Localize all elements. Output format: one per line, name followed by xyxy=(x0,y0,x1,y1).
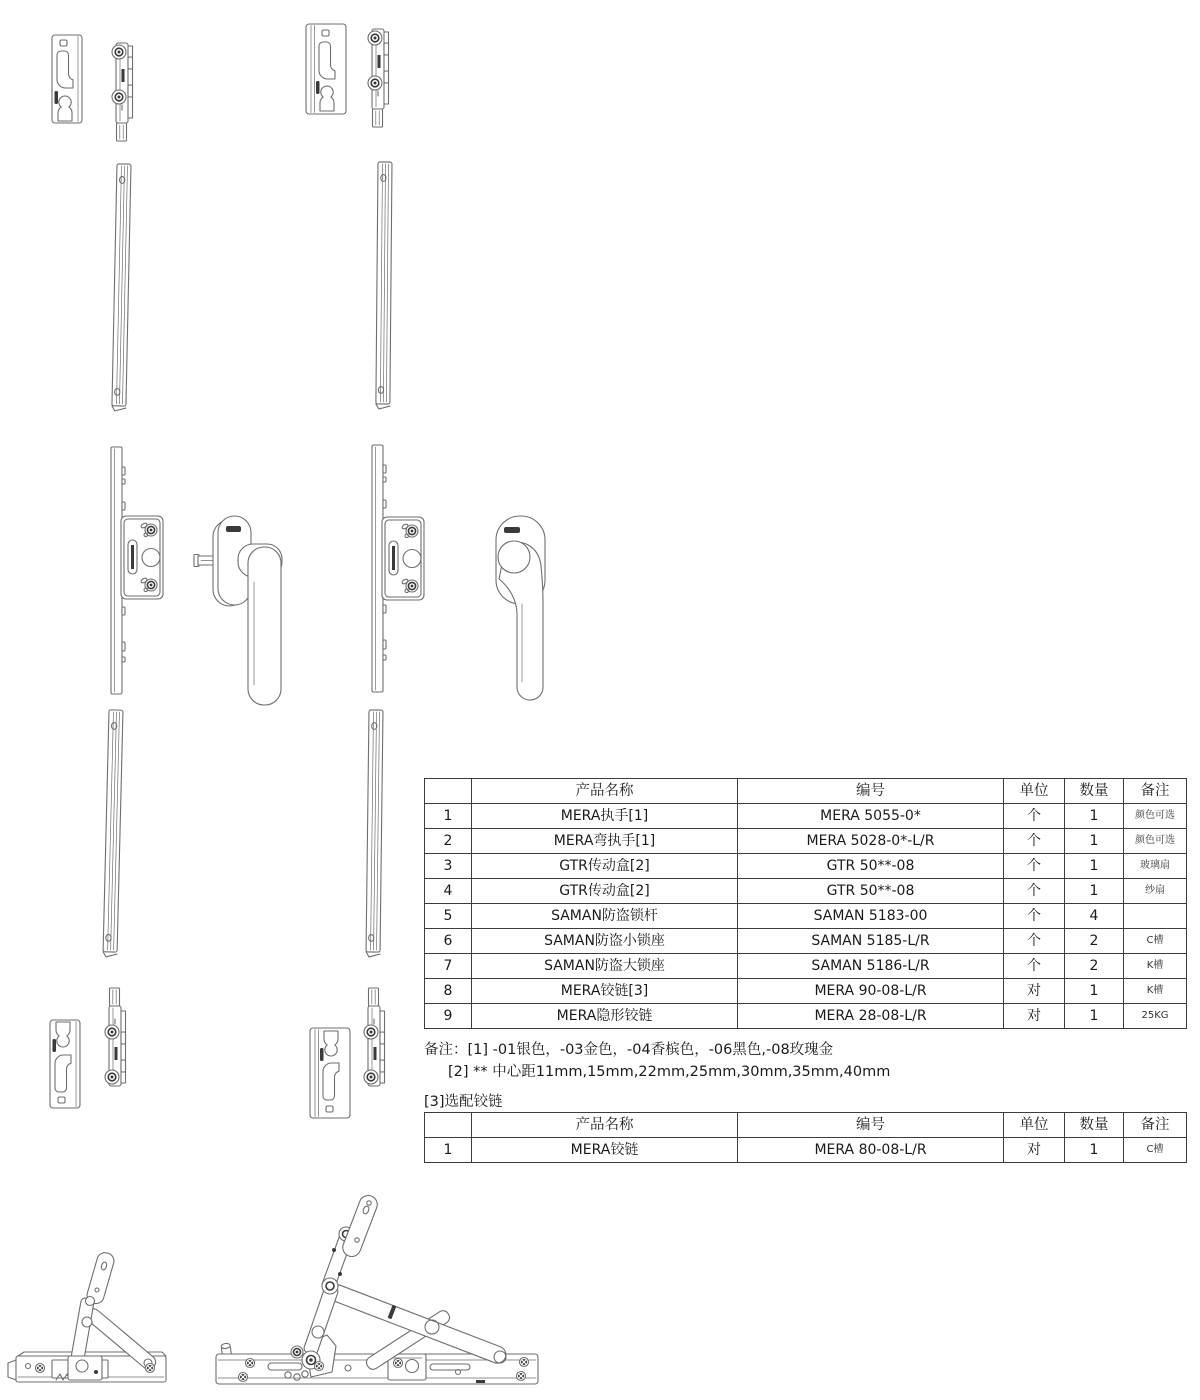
cell-code: GTR 50**-08 xyxy=(738,854,1004,879)
table-row xyxy=(425,954,1187,979)
drawing-handle-curved xyxy=(496,516,545,700)
note-colors: 备注：[1] -01银色，-03金色，-04香槟色，-06黑色,-08玫瑰金 xyxy=(424,1042,834,1058)
cell-remark: 纱扇 xyxy=(1124,879,1187,904)
drawing-lock-rod-upper-left xyxy=(112,164,131,411)
cell-qty: 1 xyxy=(1065,829,1124,854)
cell-code: SAMAN 5183-00 xyxy=(738,904,1004,929)
cell-remark: 玻璃扇 xyxy=(1124,854,1187,879)
cell-qty: 2 xyxy=(1065,954,1124,979)
cell-index: 8 xyxy=(425,979,472,1004)
drawing-lock-rod-lower-left xyxy=(103,710,123,957)
drawing-gearbox-screen-sash xyxy=(372,445,424,692)
cell-index: 1 xyxy=(425,1138,472,1163)
cell-code: SAMAN 5185-L/R xyxy=(738,929,1004,954)
header-product-name: 产品名称 xyxy=(472,1113,738,1138)
header-remark: 备注 xyxy=(1124,1113,1187,1138)
header-index xyxy=(425,779,472,804)
cell-qty: 4 xyxy=(1065,904,1124,929)
cell-unit: 个 xyxy=(1004,854,1065,879)
parts-table-header-row xyxy=(425,779,1187,804)
header-product-name: 产品名称 xyxy=(472,779,738,804)
cell-unit: 个 xyxy=(1004,829,1065,854)
table-row xyxy=(425,804,1187,829)
cell-qty: 1 xyxy=(1065,854,1124,879)
cell-name: MERA执手[1] xyxy=(472,804,738,829)
cell-qty: 1 xyxy=(1065,979,1124,1004)
cell-index: 7 xyxy=(425,954,472,979)
cell-index: 2 xyxy=(425,829,472,854)
header-unit: 单位 xyxy=(1004,1113,1065,1138)
drawing-lock-cam-bar-top-right xyxy=(368,29,389,127)
cell-remark xyxy=(1124,904,1187,929)
cell-name: SAMAN防盗小锁座 xyxy=(472,929,738,954)
drawing-handle-straight xyxy=(194,516,282,705)
cell-code: SAMAN 5186-L/R xyxy=(738,954,1004,979)
cell-code: GTR 50**-08 xyxy=(738,879,1004,904)
cell-name: SAMAN防盗锁杆 xyxy=(472,904,738,929)
table-row xyxy=(425,904,1187,929)
cell-name: MERA铰链 xyxy=(472,1138,738,1163)
parts-table xyxy=(424,778,1187,1029)
drawing-hinge-small xyxy=(8,1251,166,1382)
cell-index: 9 xyxy=(425,1004,472,1029)
optional-table-header-row xyxy=(425,1113,1187,1138)
header-code: 编号 xyxy=(738,779,1004,804)
cell-qty: 1 xyxy=(1065,1138,1124,1163)
cell-code: MERA 80-08-L/R xyxy=(738,1138,1004,1163)
cell-qty: 1 xyxy=(1065,879,1124,904)
table-row xyxy=(425,929,1187,954)
cell-unit: 个 xyxy=(1004,929,1065,954)
drawing-large-keeper-bottom-right xyxy=(310,1028,350,1118)
optional-hinge-table xyxy=(424,1112,1187,1163)
cell-remark: C槽 xyxy=(1124,1138,1187,1163)
cell-remark: C槽 xyxy=(1124,929,1187,954)
header-index xyxy=(425,1113,472,1138)
drawing-large-keeper-top-right xyxy=(306,24,346,114)
drawing-lock-cam-bar-bottom-right xyxy=(364,988,385,1086)
cell-index: 1 xyxy=(425,804,472,829)
table-row xyxy=(425,829,1187,854)
cell-index: 6 xyxy=(425,929,472,954)
cell-name: SAMAN防盗大锁座 xyxy=(472,954,738,979)
cell-unit: 对 xyxy=(1004,979,1065,1004)
cell-name: GTR传动盒[2] xyxy=(472,854,738,879)
cell-unit: 个 xyxy=(1004,954,1065,979)
cell-code: MERA 5055-0* xyxy=(738,804,1004,829)
header-code: 编号 xyxy=(738,1113,1004,1138)
drawing-lock-rod-lower-right xyxy=(366,710,383,957)
note-center-distance: [2] ** 中心距11mm,15mm,22mm,25mm,30mm,35mm,40mm xyxy=(448,1064,891,1080)
drawing-lock-rod-upper-right xyxy=(376,162,392,409)
cell-unit: 对 xyxy=(1004,1004,1065,1029)
cell-remark: 颜色可选 xyxy=(1124,804,1187,829)
drawing-lock-cam-bar-top-left xyxy=(112,43,133,141)
cell-qty: 2 xyxy=(1065,929,1124,954)
cell-code: MERA 5028-0*-L/R xyxy=(738,829,1004,854)
cell-code: MERA 90-08-L/R xyxy=(738,979,1004,1004)
cell-remark: K槽 xyxy=(1124,954,1187,979)
cell-code: MERA 28-08-L/R xyxy=(738,1004,1004,1029)
header-qty: 数量 xyxy=(1065,779,1124,804)
table-row xyxy=(425,1004,1187,1029)
cell-index: 5 xyxy=(425,904,472,929)
cell-unit: 个 xyxy=(1004,904,1065,929)
cell-name: MERA隐形铰链 xyxy=(472,1004,738,1029)
header-unit: 单位 xyxy=(1004,779,1065,804)
cell-qty: 1 xyxy=(1065,804,1124,829)
cell-name: GTR传动盒[2] xyxy=(472,879,738,904)
table-row xyxy=(425,879,1187,904)
cell-remark: K槽 xyxy=(1124,979,1187,1004)
header-qty: 数量 xyxy=(1065,1113,1124,1138)
table-row xyxy=(425,854,1187,879)
drawing-hinge-large xyxy=(216,1193,538,1384)
cell-index: 4 xyxy=(425,879,472,904)
drawing-small-keeper-bottom-left xyxy=(50,1020,80,1108)
header-remark: 备注 xyxy=(1124,779,1187,804)
drawing-lock-cam-bar-bottom-left xyxy=(105,988,126,1086)
drawing-small-keeper-top-left xyxy=(52,35,82,123)
cell-remark: 25KG xyxy=(1124,1004,1187,1029)
cell-name: MERA弯执手[1] xyxy=(472,829,738,854)
table-row xyxy=(425,1138,1187,1163)
cell-unit: 个 xyxy=(1004,879,1065,904)
cell-index: 3 xyxy=(425,854,472,879)
cell-name: MERA铰链[3] xyxy=(472,979,738,1004)
table-row xyxy=(425,979,1187,1004)
cell-qty: 1 xyxy=(1065,1004,1124,1029)
cell-remark: 颜色可选 xyxy=(1124,829,1187,854)
drawing-gearbox-glass-sash xyxy=(111,447,163,694)
optional-hinge-label: [3]选配铰链 xyxy=(424,1094,503,1110)
cell-unit: 对 xyxy=(1004,1138,1065,1163)
cell-unit: 个 xyxy=(1004,804,1065,829)
